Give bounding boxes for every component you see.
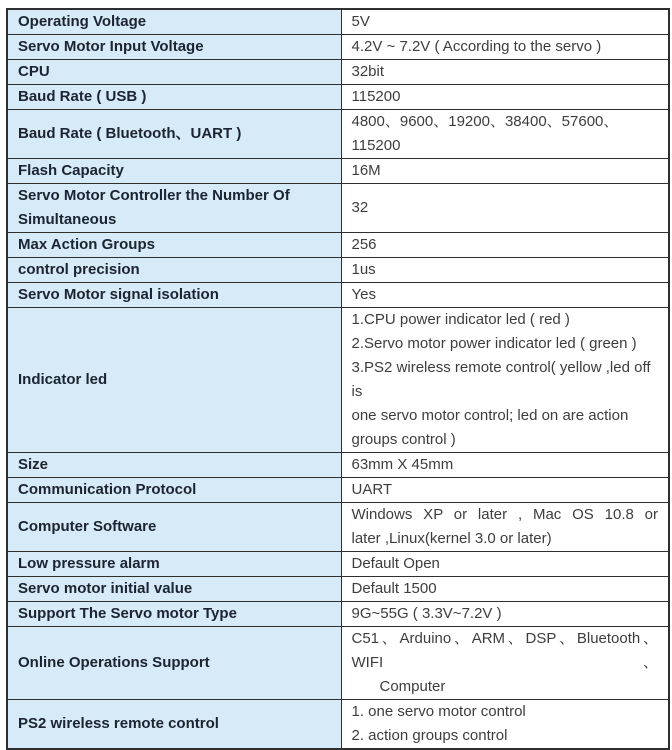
spec-value-cell [341, 577, 669, 602]
spec-label: CPU [7, 60, 341, 85]
spec-value-line: 256 [351, 236, 377, 253]
spec-value-cell [341, 283, 669, 308]
spec-label: Baud Rate ( Bluetooth、UART ) [7, 110, 341, 159]
table-row [7, 552, 669, 577]
spec-value-cell [341, 9, 669, 35]
spec-value-line: 2.Servo motor power indicator led ( green ) [351, 335, 637, 352]
table-row [7, 627, 669, 700]
table-row [7, 602, 669, 627]
spec-label: Servo Motor signal isolation [7, 283, 341, 308]
spec-table [6, 8, 670, 750]
spec-value-line: Default 1500 [351, 580, 437, 597]
spec-value-cell [341, 184, 669, 233]
table-row [7, 308, 669, 453]
spec-value-line: Windows XP or later , Mac OS 10.8 or [351, 506, 658, 523]
spec-value-line: later ,Linux(kernel 3.0 or later) [351, 530, 552, 547]
spec-value-line: 32bit [351, 63, 385, 80]
spec-value-cell [341, 110, 669, 159]
spec-label: Flash Capacity [7, 159, 341, 184]
spec-value-line: 3.PS2 wireless remote control( yellow ,led off is [351, 359, 655, 400]
table-row [7, 258, 669, 283]
spec-value-line: 1. one servo motor control [351, 703, 526, 720]
spec-value-line: 9G~55G ( 3.3V~7.2V ) [351, 605, 502, 622]
table-row [7, 577, 669, 602]
spec-label: control precision [7, 258, 341, 283]
spec-value-line: UART [351, 481, 393, 498]
spec-value-cell [341, 700, 669, 750]
table-row [7, 60, 669, 85]
spec-label: Size [7, 453, 341, 478]
spec-label: Low pressure alarm [7, 552, 341, 577]
table-row [7, 159, 669, 184]
spec-value-cell [341, 233, 669, 258]
table-row [7, 9, 669, 35]
table-row [7, 85, 669, 110]
spec-value-cell [341, 602, 669, 627]
spec-value-cell [341, 258, 669, 283]
spec-value-line: Default Open [351, 555, 440, 572]
spec-label: Max Action Groups [7, 233, 341, 258]
spec-value-cell [341, 478, 669, 503]
spec-label: Support The Servo motor Type [7, 602, 341, 627]
spec-label: Computer Software [7, 503, 341, 552]
spec-label: Baud Rate ( USB ) [7, 85, 341, 110]
spec-value-cell [341, 627, 669, 700]
table-row [7, 35, 669, 60]
table-row [7, 110, 669, 159]
spec-label: Indicator led [7, 308, 341, 453]
spec-value-line: one servo motor control; led on are action [351, 407, 629, 424]
spec-value-line: C51、Arduino、ARM、DSP、Bluetooth、WIFI、 [351, 630, 658, 671]
table-row [7, 700, 669, 750]
spec-value-line: Computer [379, 678, 446, 695]
spec-value-line: groups control ) [351, 431, 456, 448]
spec-label: Servo Motor Input Voltage [7, 35, 341, 60]
spec-value-line: 4800、9600、19200、38400、57600、115200 [351, 113, 619, 154]
spec-value-cell [341, 85, 669, 110]
spec-value-cell [341, 503, 669, 552]
spec-value-line: Yes [351, 286, 376, 303]
spec-value-line: 4.2V ~ 7.2V ( According to the servo ) [351, 38, 602, 55]
spec-label: Servo motor initial value [7, 577, 341, 602]
table-row [7, 503, 669, 552]
table-row [7, 478, 669, 503]
spec-value-line: 115200 [351, 88, 401, 105]
spec-label: Online Operations Support [7, 627, 341, 700]
table-row [7, 184, 669, 233]
spec-value-cell [341, 35, 669, 60]
spec-value-cell [341, 159, 669, 184]
spec-value-line: 16M [351, 162, 381, 179]
spec-label: Operating Voltage [7, 9, 341, 35]
spec-value-cell [341, 453, 669, 478]
spec-value-line: 1us [351, 261, 376, 278]
table-row [7, 283, 669, 308]
spec-value-line: 63mm X 45mm [351, 456, 454, 473]
spec-label: Servo Motor Controller the Number Of Simultaneous [7, 184, 341, 233]
table-row [7, 453, 669, 478]
spec-value-line: 1.CPU power indicator led ( red ) [351, 311, 570, 328]
table-row [7, 233, 669, 258]
spec-value-line: 5V [351, 13, 370, 30]
spec-value-cell [341, 60, 669, 85]
spec-value-line: 2. action groups control [351, 727, 508, 744]
spec-value-cell [341, 552, 669, 577]
spec-value-line: 32 [351, 199, 369, 216]
spec-value-cell [341, 308, 669, 453]
spec-label: Communication Protocol [7, 478, 341, 503]
spec-label: PS2 wireless remote control [7, 700, 341, 750]
